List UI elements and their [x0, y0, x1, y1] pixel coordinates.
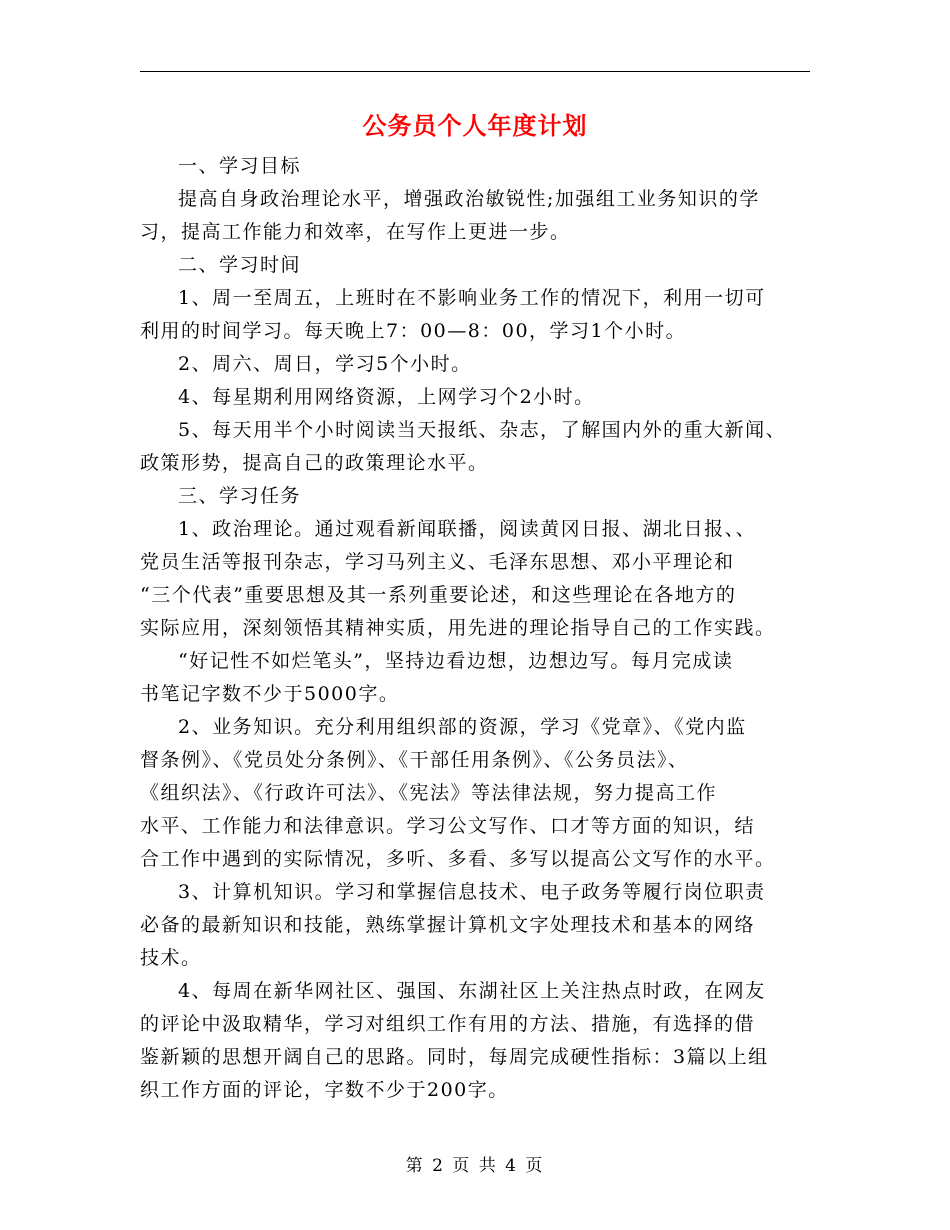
- paragraph-line: 提高自身政治理论水平，增强政治敏锐性;加强组工业务知识的学: [178, 188, 760, 210]
- paragraph-line: 的评论中汲取精华，学习对组织工作有用的方法、措施，有选择的借: [140, 1013, 756, 1035]
- paragraph-line: 2、业务知识。充分利用组织部的资源，学习《党章》、《党内监: [178, 716, 747, 738]
- page-number: 第 2 页 共 4 页: [405, 1156, 545, 1176]
- paragraph-line: 5、每天用半个小时阅读当天报纸、杂志，了解国内外的重大新闻、: [178, 419, 787, 441]
- paragraph: [140, 513, 820, 645]
- paragraph-line: 水平、工作能力和法律意识。学习公文写作、口才等方面的知识，结: [140, 815, 756, 837]
- document-body: [140, 150, 820, 1107]
- paragraph-line: 必备的最新知识和技能，熟练掌握计算机文字处理技术和基本的网络: [140, 914, 756, 936]
- paragraph-line: 鉴新颖的思想开阔自己的思路。同时，每周完成硬性指标：3篇以上组: [140, 1046, 769, 1068]
- paragraph-line: 《组织法》、《行政许可法》、《宪法》等法律法规，努力提高工作: [140, 782, 718, 804]
- paragraph: [140, 282, 820, 348]
- paragraph: [140, 975, 820, 1107]
- paragraph: [140, 150, 820, 183]
- paragraph-line: 1、周一至周五，上班时在不影响业务工作的情况下，利用一切可: [178, 287, 766, 309]
- paragraph-line: 1、政治理论。通过观看新闻联播，阅读黄冈日报、湖北日报、、: [178, 518, 757, 540]
- paragraph-line: 一、学习目标: [178, 155, 302, 177]
- paragraph-line: 党员生活等报刊杂志，学习马列主义、毛泽东思想、邓小平理论和: [140, 551, 735, 573]
- paragraph: [140, 480, 820, 513]
- document-title: 公务员个人年度计划: [362, 111, 588, 140]
- paragraph-line: “好记性不如烂笔头”，坚持边看边想，边想边写。每月完成读: [178, 650, 734, 672]
- header-rule: [140, 71, 810, 72]
- paragraph-line: 二、学习时间: [178, 254, 302, 276]
- paragraph-line: 政策形势，提高自己的政策理论水平。: [140, 452, 489, 474]
- paragraph-line: 合工作中遇到的实际情况，多听、多看、多写以提高公文写作的水平。: [140, 848, 776, 870]
- paragraph: [140, 249, 820, 282]
- paragraph-line: 4、每星期利用网络资源，上网学习个2小时。: [178, 386, 595, 408]
- paragraph-line: 实际应用，深刻领悟其精神实质，用先进的理论指导自己的工作实践。: [140, 617, 776, 639]
- paragraph-line: 4、每周在新华网社区、强国、东湖社区上关注热点时政，在网友: [178, 980, 766, 1002]
- paragraph-line: 利用的时间学习。每天晚上7：00—8：00，学习1个小时。: [140, 320, 687, 342]
- paragraph-line: 习，提高工作能力和效率，在写作上更进一步。: [140, 221, 571, 243]
- paragraph-line: 3、计算机知识。学习和掌握信息技术、电子政务等履行岗位职责: [178, 881, 766, 903]
- paragraph: [140, 183, 820, 249]
- paragraph: [140, 381, 820, 414]
- paragraph: [140, 414, 820, 480]
- paragraph-line: 督条例》、《党员处分条例》、《干部任用条例》、《公务员法》、: [140, 749, 689, 771]
- paragraph-line: 2、周六、周日，学习5个小时。: [178, 353, 472, 375]
- paragraph-line: 书笔记字数不少于5000字。: [140, 683, 400, 705]
- paragraph: [140, 711, 820, 876]
- paragraph: [140, 645, 820, 711]
- paragraph-line: 三、学习任务: [178, 485, 302, 507]
- paragraph-line: 织工作方面的评论，字数不少于200字。: [140, 1079, 509, 1101]
- paragraph-line: “三个代表”重要思想及其一系列重要论述，和这些理论在各地方的: [140, 584, 737, 606]
- paragraph: [140, 876, 820, 975]
- paragraph: [140, 348, 820, 381]
- paragraph-line: 技术。: [140, 947, 202, 969]
